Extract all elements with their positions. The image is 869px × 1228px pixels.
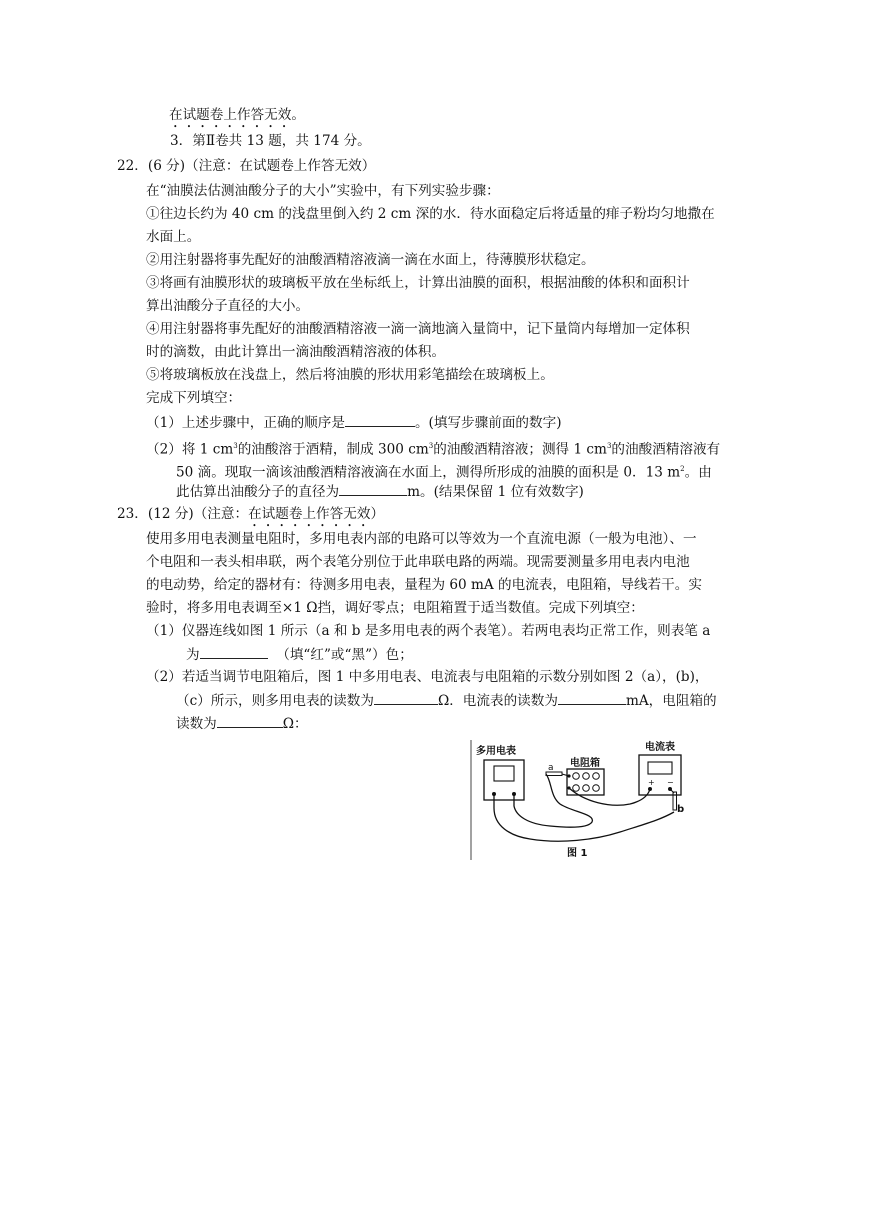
- q23-heading-pre: 23．(12 分)（注意：: [117, 506, 249, 522]
- q22-part2-t2: 的油酸溶于酒精，制成 300 cm: [237, 441, 429, 458]
- q23-resbox-blank[interactable]: [217, 714, 283, 728]
- q22-part1: [146, 413, 562, 432]
- q22-fill-instruction: 完成下列填空：: [146, 390, 242, 406]
- q22-part2-t8: m。(结果保留 1 位有效数字): [407, 484, 584, 500]
- multimeter-display: [494, 766, 514, 781]
- q22-part2-t5: 50 滴。现取一滴该油酸酒精溶液滴在水面上，测得所形成的油膜的面积是 0．13 m: [176, 464, 681, 481]
- q23-part1-line2: [186, 645, 413, 664]
- q22-part2-t3: 的油酸酒精溶液；测得 1 cm: [433, 441, 607, 458]
- q23-part1-t2: （填“红”或“黑”）色；: [276, 647, 413, 663]
- resbox-dial: [583, 785, 590, 792]
- label-multimeter: 多用电表: [476, 746, 516, 757]
- ammeter-display: [648, 762, 672, 774]
- q23-part1-t1: 为: [186, 647, 200, 663]
- q23-ammeter-blank[interactable]: [558, 691, 626, 705]
- ammeter-body: [639, 755, 681, 795]
- q23-part1-line1: （1）仪器连线如图 1 所示（a 和 b 是多用电表的两个表笔）。若两电表均正常工作，则表笔 a: [146, 623, 711, 639]
- q22-part1-suffix: 。(填写步骤前面的数字): [414, 415, 562, 431]
- q23-heading-emph: 在试题卷上作答无效: [248, 506, 371, 522]
- note-tail: 在试题卷上作答无效。: [169, 107, 305, 123]
- q23-part2-t5: Ω：: [282, 716, 308, 732]
- superscript: 3: [606, 442, 612, 450]
- q22-part2-blank[interactable]: [339, 482, 407, 496]
- q23-multimeter-blank[interactable]: [374, 691, 438, 705]
- q22-part1-text: （1）上述步骤中，正确的顺序是: [146, 415, 345, 431]
- q23-line1: 使用多用电表测量电阻时，多用电表内部的电路可以等效为一个直流电源（一般为电池）、一: [146, 531, 697, 547]
- superscript: 2: [680, 465, 685, 473]
- q23-heading-post: ）: [370, 506, 385, 522]
- wire: [670, 789, 674, 793]
- q23-part2-t3: mA，电阻箱的: [625, 693, 717, 709]
- q22-part2-line2: [176, 460, 712, 482]
- q23-part2-line2: [176, 691, 717, 710]
- q23-part2-line1: （2）若适当调节电阻箱后，图 1 中多用电表、电流表与电阻箱的示数分别如图 2（a），(b)，: [146, 669, 709, 685]
- label-ammeter: 电流表: [645, 742, 675, 753]
- q22-step4a: ④用注射器将事先配好的油酸酒精溶液一滴一滴地滴入量筒中，记下量筒内每增加一定体积: [146, 321, 690, 337]
- q23-part2-t4: 读数为: [176, 716, 217, 732]
- q22-part2-t4: 的油酸酒精溶液有: [611, 441, 721, 458]
- q23-part2-t2: Ω．电流表的读数为: [437, 693, 558, 709]
- q22-part2-t1: （2）将 1 cm: [146, 441, 234, 458]
- q22-part2-line3: [176, 482, 584, 501]
- q23-part1-blank[interactable]: [200, 645, 268, 659]
- figure-caption: 图 1: [567, 848, 588, 859]
- q22-step2: ②用注射器将事先配好的油酸酒精溶液滴一滴在水面上，待薄膜形状稳定。: [146, 252, 595, 268]
- wire: [514, 774, 592, 827]
- q23-part2-line3: [176, 714, 308, 733]
- q23-line2: 个电阻和一表头相串联，两个表笔分别位于此串联电路的两端。现需要测量多用电表内电池: [146, 554, 690, 570]
- wire: [494, 794, 674, 841]
- q22-part2-t7: 此估算出油酸分子的直径为: [176, 484, 340, 500]
- q22-part2-t6: 。由: [684, 464, 712, 481]
- q22-step3a: ③将画有油膜形状的玻璃板平放在坐标纸上，计算出油膜的面积，根据油酸的体积和面积计: [146, 275, 690, 291]
- q23-part2-t1: （c）所示，则多用电表的读数为: [176, 693, 374, 709]
- q22-heading: 22．(6 分)（注意：在试题卷上作答无效）: [117, 158, 376, 174]
- q22-step3b: 算出油酸分子直径的大小。: [146, 298, 310, 314]
- superscript: 3: [428, 442, 434, 450]
- resbox-dial: [593, 785, 600, 792]
- q22-intro: 在“油膜法估测油酸分子的大小”实验中，有下列实验步骤：: [146, 183, 500, 199]
- superscript: 3: [233, 442, 238, 450]
- q23-heading: [117, 505, 384, 530]
- label-probe-b: b: [677, 804, 685, 815]
- label-resbox: 电阻箱: [570, 758, 600, 769]
- label-probe-a: a: [548, 763, 554, 773]
- q22-step1a: ①往边长约为 40 cm 的浅盘里倒入约 2 cm 深的水．待水面稳定后将适量的痱子粉均匀地撒在: [146, 206, 715, 222]
- ammeter-plus: +: [648, 778, 655, 787]
- resbox-dial: [573, 773, 580, 780]
- resbox-dial: [583, 773, 590, 780]
- q22-step5: ⑤将玻璃板放在浅盘上，然后将油膜的形状用彩笔描绘在玻璃板上。: [146, 367, 554, 383]
- q22-step4b: 时的滴数，由此计算出一滴油酸酒精溶液的体积。: [146, 344, 446, 360]
- q22-part2-line1: [146, 437, 720, 459]
- q23-line3: 的电动势，给定的器材有：待测多用电表，量程为 60 mA 的电流表，电阻箱，导线若干。实: [146, 577, 702, 593]
- q22-part1-blank[interactable]: [345, 413, 415, 427]
- ammeter-minus: −: [667, 778, 674, 787]
- resbox-dial: [593, 773, 600, 780]
- figure-1-circuit: [470, 738, 692, 862]
- resbox-dial: [573, 785, 580, 792]
- item-3: 3．第Ⅱ卷共 13 题，共 174 分。: [170, 133, 371, 149]
- q22-step1b: 水面上。: [146, 229, 201, 245]
- wire: [569, 788, 650, 805]
- q23-line4: 验时，将多用电表调至×1 Ω挡，调好零点；电阻箱置于适当数值。完成下列填空：: [146, 600, 644, 616]
